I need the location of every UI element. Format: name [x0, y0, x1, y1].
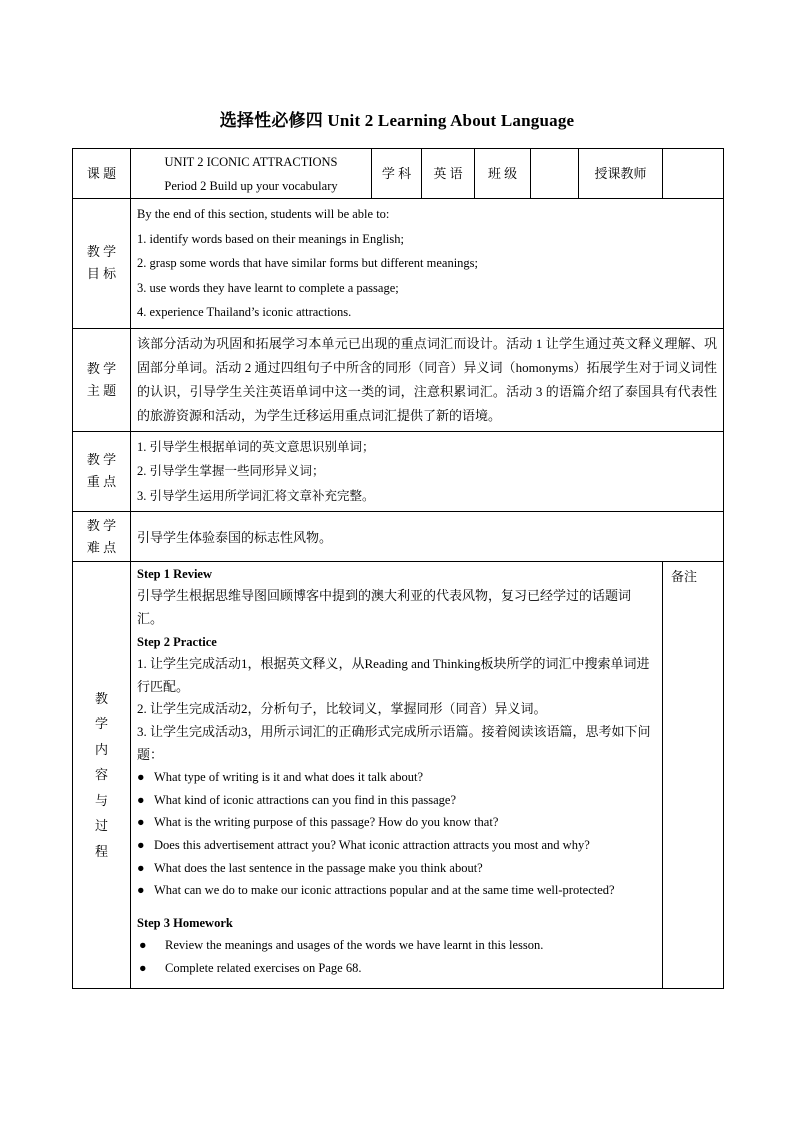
question-text: What does the last sentence in the passage make you think about? — [154, 860, 483, 875]
step1-text: 引导学生根据思维导图回顾博客中提到的澳大利亚的代表风物，复习已经学过的话题词汇。 — [137, 588, 632, 626]
keypoints-content — [131, 431, 724, 512]
process-label-char: 与 — [94, 792, 108, 808]
keypoint-line: 1. 引导学生根据单词的英文意思识别单词； — [137, 439, 375, 454]
keypoints-row — [73, 431, 724, 512]
difficulty-label-1: 教 学 — [86, 517, 117, 533]
step2-item: 2. 让学生完成活动2，分析句子，比较词义，掌握同形（同音）异义词。 — [137, 701, 547, 717]
question-item — [137, 766, 656, 789]
process-label-char: 过 — [94, 818, 108, 834]
class-value — [531, 149, 579, 199]
subject-label: 学 科 — [372, 149, 422, 199]
keypoints-label — [73, 431, 131, 512]
objectives-label — [73, 199, 131, 329]
subject-value: 英 语 — [422, 149, 475, 199]
step3-title: Step 3 Homework — [137, 915, 233, 930]
theme-label-2: 主 题 — [86, 382, 117, 398]
topic-cell — [131, 149, 372, 199]
objective-line: 3. use words they have learnt to complete a passage; — [137, 280, 399, 295]
objective-line: 1. identify words based on their meanings in English; — [137, 231, 404, 246]
objectives-label-1: 教 学 — [86, 244, 117, 260]
homework-item — [137, 934, 656, 957]
objective-line: 4. experience Thailand’s iconic attractions. — [137, 305, 352, 319]
bullet-dot: ● — [137, 770, 145, 785]
question-item — [137, 789, 656, 812]
notes-label: 备注 — [671, 569, 698, 584]
difficulty-text: 引导学生体验泰国的标志性风物。 — [137, 530, 333, 545]
question-text: What type of writing is it and what does it talk about? — [154, 770, 424, 785]
theme-text: 该部分活动为巩固和拓展学习本单元已出现的重点词汇而设计。活动 1 让学生通过英文释义理解、巩固部分单词。活动 2 通过四组句子中所含的同形（同音）异义词（homonyms）拓展学生对于词义词性的认识，引导学生关注英语单词中这一类的词，注意积累词汇。活动 3 的语篇介绍了泰国具有代表性的旅游资源和活动，为学生迁移运用重点词汇提供了新的语境。 — [137, 335, 717, 423]
question-text: What is the writing purpose of this passage? How do you know that? — [154, 815, 499, 830]
class-label: 班 级 — [475, 149, 531, 199]
process-label-char: 学 — [94, 716, 108, 732]
teacher-label: 授课教师 — [579, 149, 663, 199]
theme-row — [73, 328, 724, 431]
process-content — [131, 562, 663, 989]
objective-line: By the end of this section, students will be able to: — [137, 207, 390, 221]
process-row — [73, 562, 724, 989]
process-label-char: 程 — [94, 843, 108, 859]
topic-line-2: Period 2 Build up your vocabulary — [164, 178, 338, 193]
objectives-content — [131, 199, 724, 329]
question-text: Does this advertisement attract you? What iconic attraction attracts you most and why? — [154, 837, 590, 852]
question-text: What can we do to make our iconic attractions popular and at the same time well-protected? — [154, 883, 615, 898]
process-label-char: 内 — [94, 741, 108, 757]
bullet-dot: ● — [139, 960, 147, 975]
process-label-char: 容 — [94, 767, 108, 783]
objectives-label-2: 目 标 — [86, 266, 117, 282]
question-text: What kind of iconic attractions can you find in this passage? — [154, 792, 456, 807]
question-item — [137, 834, 656, 857]
process-label-char: 教 — [94, 690, 108, 706]
bullet-dot: ● — [137, 792, 145, 807]
question-item — [137, 811, 656, 834]
homework-item — [137, 957, 656, 980]
homework-text: Review the meanings and usages of the words we have learnt in this lesson. — [165, 937, 544, 952]
topic-label: 课 题 — [73, 149, 131, 199]
step2-item: 3. 让学生完成活动3，用所示词汇的正确形式完成所示语篇。接着阅读该语篇，思考如下问题： — [137, 723, 651, 762]
header-row — [73, 149, 724, 199]
keypoint-line: 3. 引导学生运用所学词汇将文章补充完整。 — [137, 488, 375, 503]
keypoint-line: 2. 引导学生掌握一些同形异义词； — [137, 464, 325, 478]
difficulty-row — [73, 512, 724, 562]
theme-label — [73, 328, 131, 431]
process-label — [73, 562, 131, 989]
teacher-value — [663, 149, 724, 199]
difficulty-label — [73, 512, 131, 562]
question-item — [137, 857, 656, 880]
topic-line-1: UNIT 2 ICONIC ATTRACTIONS — [164, 154, 338, 169]
keypoints-label-2: 重 点 — [86, 474, 117, 490]
difficulty-label-2: 难 点 — [86, 539, 117, 555]
objective-line: 2. grasp some words that have similar forms but different meanings; — [137, 256, 479, 270]
bullet-dot: ● — [139, 937, 147, 952]
notes-cell — [663, 562, 724, 989]
lesson-plan-table — [72, 148, 724, 989]
theme-content — [131, 328, 724, 431]
theme-label-1: 教 学 — [86, 360, 117, 376]
bullet-dot: ● — [137, 883, 145, 898]
keypoints-label-1: 教 学 — [86, 452, 117, 468]
objectives-row — [73, 199, 724, 329]
question-item — [137, 879, 656, 902]
bullet-dot: ● — [137, 837, 145, 852]
homework-text: Complete related exercises on Page 68. — [165, 960, 362, 975]
step2-title: Step 2 Practice — [137, 635, 217, 650]
bullet-dot: ● — [137, 860, 145, 875]
difficulty-content — [131, 512, 724, 562]
step2-item: 1. 让学生完成活动1，根据英文释义，从Reading and Thinking板块所学的词汇中搜索单词进行匹配。 — [137, 656, 650, 694]
document-title: 选择性必修四 Unit 2 Learning About Language — [219, 111, 575, 130]
step1-title: Step 1 Review — [137, 567, 212, 581]
bullet-dot: ● — [137, 815, 145, 830]
